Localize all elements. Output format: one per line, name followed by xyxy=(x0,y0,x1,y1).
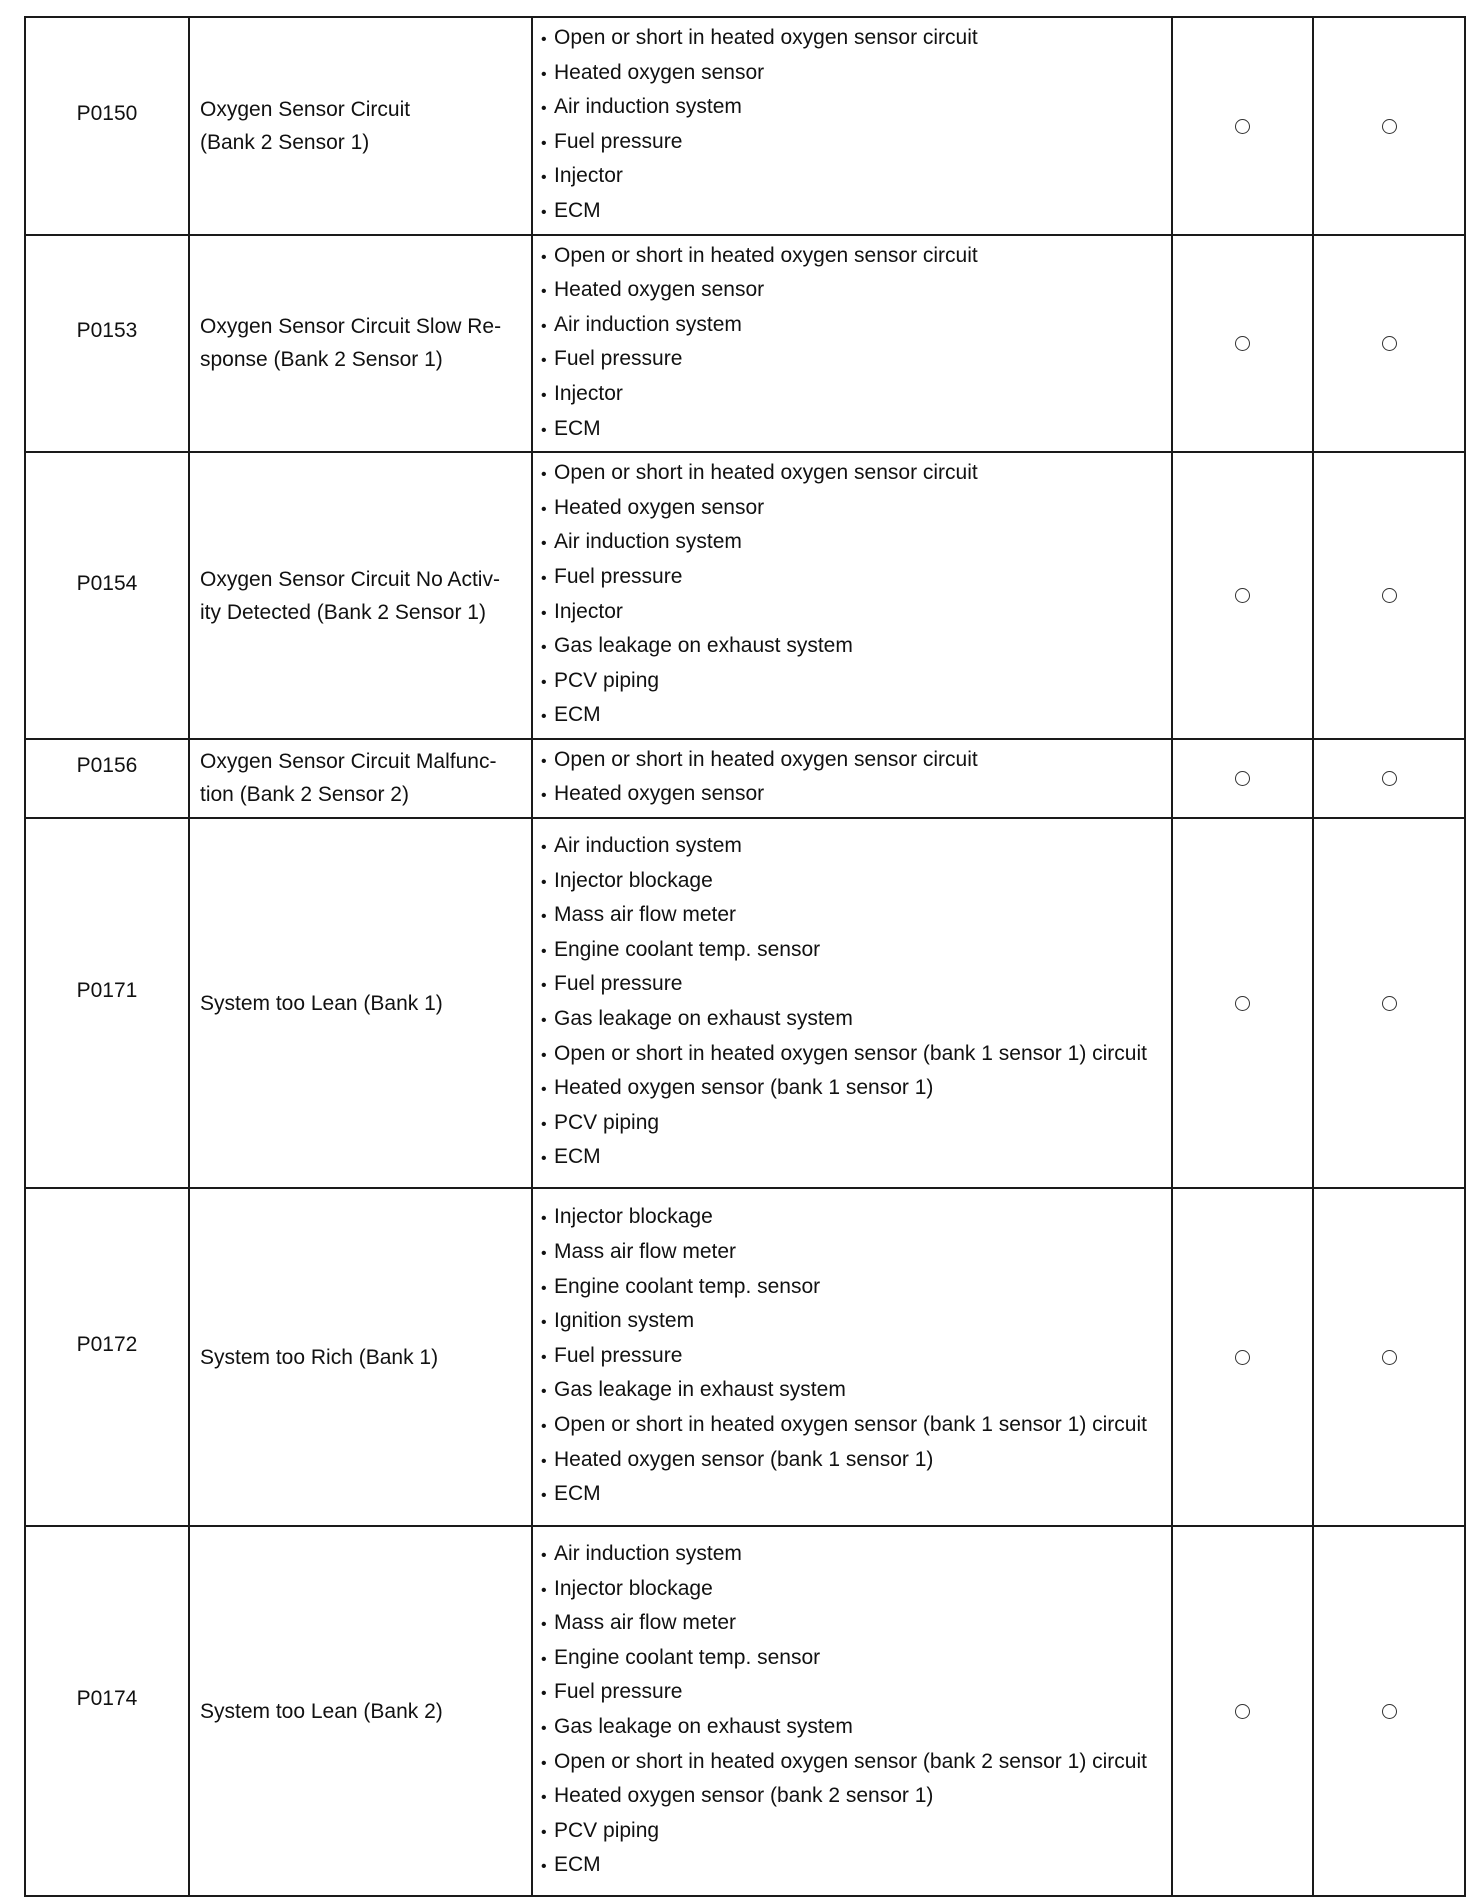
circle-mark xyxy=(1382,1350,1397,1365)
cause-item: • ECM xyxy=(541,1141,1163,1176)
table-row xyxy=(25,1188,1465,1526)
cause-item: • Heated oxygen sensor xyxy=(541,492,1163,527)
mark-cell-1 xyxy=(1172,818,1313,1188)
cause-item: • Air induction system xyxy=(541,830,1163,865)
dtc-code-cell xyxy=(25,452,189,739)
cause-item: • ECM xyxy=(541,413,1163,448)
cause-list xyxy=(541,1201,1163,1512)
cause-item: • ECM xyxy=(541,1478,1163,1513)
mark-cell-1 xyxy=(1172,452,1313,739)
dtc-code-cell xyxy=(25,1526,189,1896)
circle-mark xyxy=(1235,1704,1250,1719)
dtc-causes-cell xyxy=(532,452,1172,739)
dtc-causes-cell xyxy=(532,17,1172,235)
cause-item: • Heated oxygen sensor (bank 2 sensor 1) xyxy=(541,1780,1163,1815)
cause-item: • Mass air flow meter xyxy=(541,1607,1163,1642)
cause-item: • Fuel pressure xyxy=(541,1340,1163,1375)
dtc-name: System too Lean (Bank 2) xyxy=(200,1699,443,1723)
circle-mark xyxy=(1235,588,1250,603)
cause-item: • Mass air flow meter xyxy=(541,899,1163,934)
table-row xyxy=(25,1526,1465,1896)
cause-item: • Heated oxygen sensor (bank 1 sensor 1) xyxy=(541,1072,1163,1107)
circle-mark xyxy=(1235,1350,1250,1365)
cause-item: • Fuel pressure xyxy=(541,968,1163,1003)
cause-item: • Air induction system xyxy=(541,1538,1163,1573)
dtc-table-body xyxy=(25,17,1465,1896)
cause-list xyxy=(541,744,1163,813)
cause-item: • Open or short in heated oxygen sensor circuit xyxy=(541,22,1163,57)
cause-item: • Air induction system xyxy=(541,309,1163,344)
cause-item: • Gas leakage on exhaust system xyxy=(541,1711,1163,1746)
cause-list xyxy=(541,1538,1163,1884)
table-row xyxy=(25,235,1465,453)
dtc-code: P0171 xyxy=(76,979,138,1003)
cause-item: • Open or short in heated oxygen sensor circuit xyxy=(541,457,1163,492)
dtc-name-cell xyxy=(189,235,532,453)
cause-item: • Ignition system xyxy=(541,1305,1163,1340)
mark-cell-1 xyxy=(1172,235,1313,453)
mark-cell-1 xyxy=(1172,739,1313,818)
cause-list xyxy=(541,240,1163,448)
mark-cell-2 xyxy=(1313,235,1465,453)
dtc-name-cell xyxy=(189,17,532,235)
dtc-causes-cell xyxy=(532,739,1172,818)
cause-list xyxy=(541,457,1163,734)
circle-mark xyxy=(1235,771,1250,786)
dtc-name-cell xyxy=(189,818,532,1188)
dtc-name: Oxygen Sensor Circuit No Activ- ity Detected (Bank 2 Sensor 1) xyxy=(200,567,500,624)
circle-mark xyxy=(1235,996,1250,1011)
mark-cell-2 xyxy=(1313,818,1465,1188)
dtc-code: P0156 xyxy=(76,754,138,778)
mark-cell-2 xyxy=(1313,739,1465,818)
dtc-name: Oxygen Sensor Circuit Slow Re- sponse (Bank 2 Sensor 1) xyxy=(200,315,502,372)
circle-mark xyxy=(1382,996,1397,1011)
cause-list xyxy=(541,830,1163,1176)
dtc-code: P0174 xyxy=(76,1687,138,1711)
dtc-code-cell xyxy=(25,235,189,453)
mark-cell-2 xyxy=(1313,1188,1465,1526)
circle-mark xyxy=(1382,119,1397,134)
cause-item: • Injector blockage xyxy=(541,865,1163,900)
mark-cell-1 xyxy=(1172,1188,1313,1526)
mark-cell-1 xyxy=(1172,17,1313,235)
cause-item: • Air induction system xyxy=(541,526,1163,561)
cause-item: • Heated oxygen sensor (bank 1 sensor 1) xyxy=(541,1444,1163,1479)
cause-list xyxy=(541,22,1163,230)
mark-cell-2 xyxy=(1313,1526,1465,1896)
dtc-table xyxy=(24,16,1466,1897)
cause-item: • Gas leakage in exhaust system xyxy=(541,1374,1163,1409)
dtc-name: Oxygen Sensor Circuit (Bank 2 Sensor 1) xyxy=(200,97,411,154)
table-row xyxy=(25,818,1465,1188)
cause-item: • Heated oxygen sensor xyxy=(541,274,1163,309)
mark-cell-1 xyxy=(1172,1526,1313,1896)
table-row xyxy=(25,739,1465,818)
cause-item: • Open or short in heated oxygen sensor (bank 1 sensor 1) circuit xyxy=(541,1038,1163,1073)
cause-item: • Engine coolant temp. sensor xyxy=(541,1642,1163,1677)
table-row xyxy=(25,17,1465,235)
dtc-name-cell xyxy=(189,1188,532,1526)
cause-item: • Open or short in heated oxygen sensor (bank 1 sensor 1) circuit xyxy=(541,1409,1163,1444)
dtc-name: System too Rich (Bank 1) xyxy=(200,1345,439,1369)
cause-item: • PCV piping xyxy=(541,665,1163,700)
cause-item: • Open or short in heated oxygen sensor (bank 2 sensor 1) circuit xyxy=(541,1746,1163,1781)
dtc-causes-cell xyxy=(532,818,1172,1188)
circle-mark xyxy=(1382,1704,1397,1719)
cause-item: • ECM xyxy=(541,699,1163,734)
circle-mark xyxy=(1235,119,1250,134)
cause-item: • Injector blockage xyxy=(541,1201,1163,1236)
cause-item: • Open or short in heated oxygen sensor circuit xyxy=(541,744,1163,779)
circle-mark xyxy=(1382,336,1397,351)
dtc-name-cell xyxy=(189,452,532,739)
circle-mark xyxy=(1382,771,1397,786)
cause-item: • Injector xyxy=(541,596,1163,631)
dtc-code-cell xyxy=(25,818,189,1188)
cause-item: • Injector blockage xyxy=(541,1573,1163,1608)
cause-item: • Mass air flow meter xyxy=(541,1236,1163,1271)
mark-cell-2 xyxy=(1313,452,1465,739)
dtc-code: P0153 xyxy=(76,319,138,343)
cause-item: • Heated oxygen sensor xyxy=(541,57,1163,92)
cause-item: • ECM xyxy=(541,1849,1163,1884)
dtc-name: Oxygen Sensor Circuit Malfunc- tion (Bank 2 Sensor 2) xyxy=(200,750,497,807)
circle-mark xyxy=(1235,336,1250,351)
cause-item: • PCV piping xyxy=(541,1107,1163,1142)
cause-item: • Engine coolant temp. sensor xyxy=(541,1271,1163,1306)
dtc-causes-cell xyxy=(532,1188,1172,1526)
cause-item: • Fuel pressure xyxy=(541,561,1163,596)
cause-item: • Injector xyxy=(541,378,1163,413)
dtc-causes-cell xyxy=(532,1526,1172,1896)
dtc-code-cell xyxy=(25,17,189,235)
dtc-code-cell xyxy=(25,739,189,818)
cause-item: • Fuel pressure xyxy=(541,1676,1163,1711)
dtc-causes-cell xyxy=(532,235,1172,453)
cause-item: • Heated oxygen sensor xyxy=(541,778,1163,813)
dtc-code: P0150 xyxy=(76,101,138,125)
cause-item: • Fuel pressure xyxy=(541,126,1163,161)
dtc-name: System too Lean (Bank 1) xyxy=(200,991,443,1015)
dtc-name-cell xyxy=(189,1526,532,1896)
cause-item: • PCV piping xyxy=(541,1815,1163,1850)
cause-item: • Air induction system xyxy=(541,91,1163,126)
cause-item: • ECM xyxy=(541,195,1163,230)
table-row xyxy=(25,452,1465,739)
cause-item: • Gas leakage on exhaust system xyxy=(541,1003,1163,1038)
cause-item: • Open or short in heated oxygen sensor circuit xyxy=(541,240,1163,275)
dtc-code: P0154 xyxy=(76,571,138,595)
cause-item: • Injector xyxy=(541,160,1163,195)
cause-item: • Gas leakage on exhaust system xyxy=(541,630,1163,665)
circle-mark xyxy=(1382,588,1397,603)
mark-cell-2 xyxy=(1313,17,1465,235)
cause-item: • Fuel pressure xyxy=(541,343,1163,378)
dtc-name-cell xyxy=(189,739,532,818)
cause-item: • Engine coolant temp. sensor xyxy=(541,934,1163,969)
dtc-code-cell xyxy=(25,1188,189,1526)
dtc-code: P0172 xyxy=(76,1333,138,1357)
